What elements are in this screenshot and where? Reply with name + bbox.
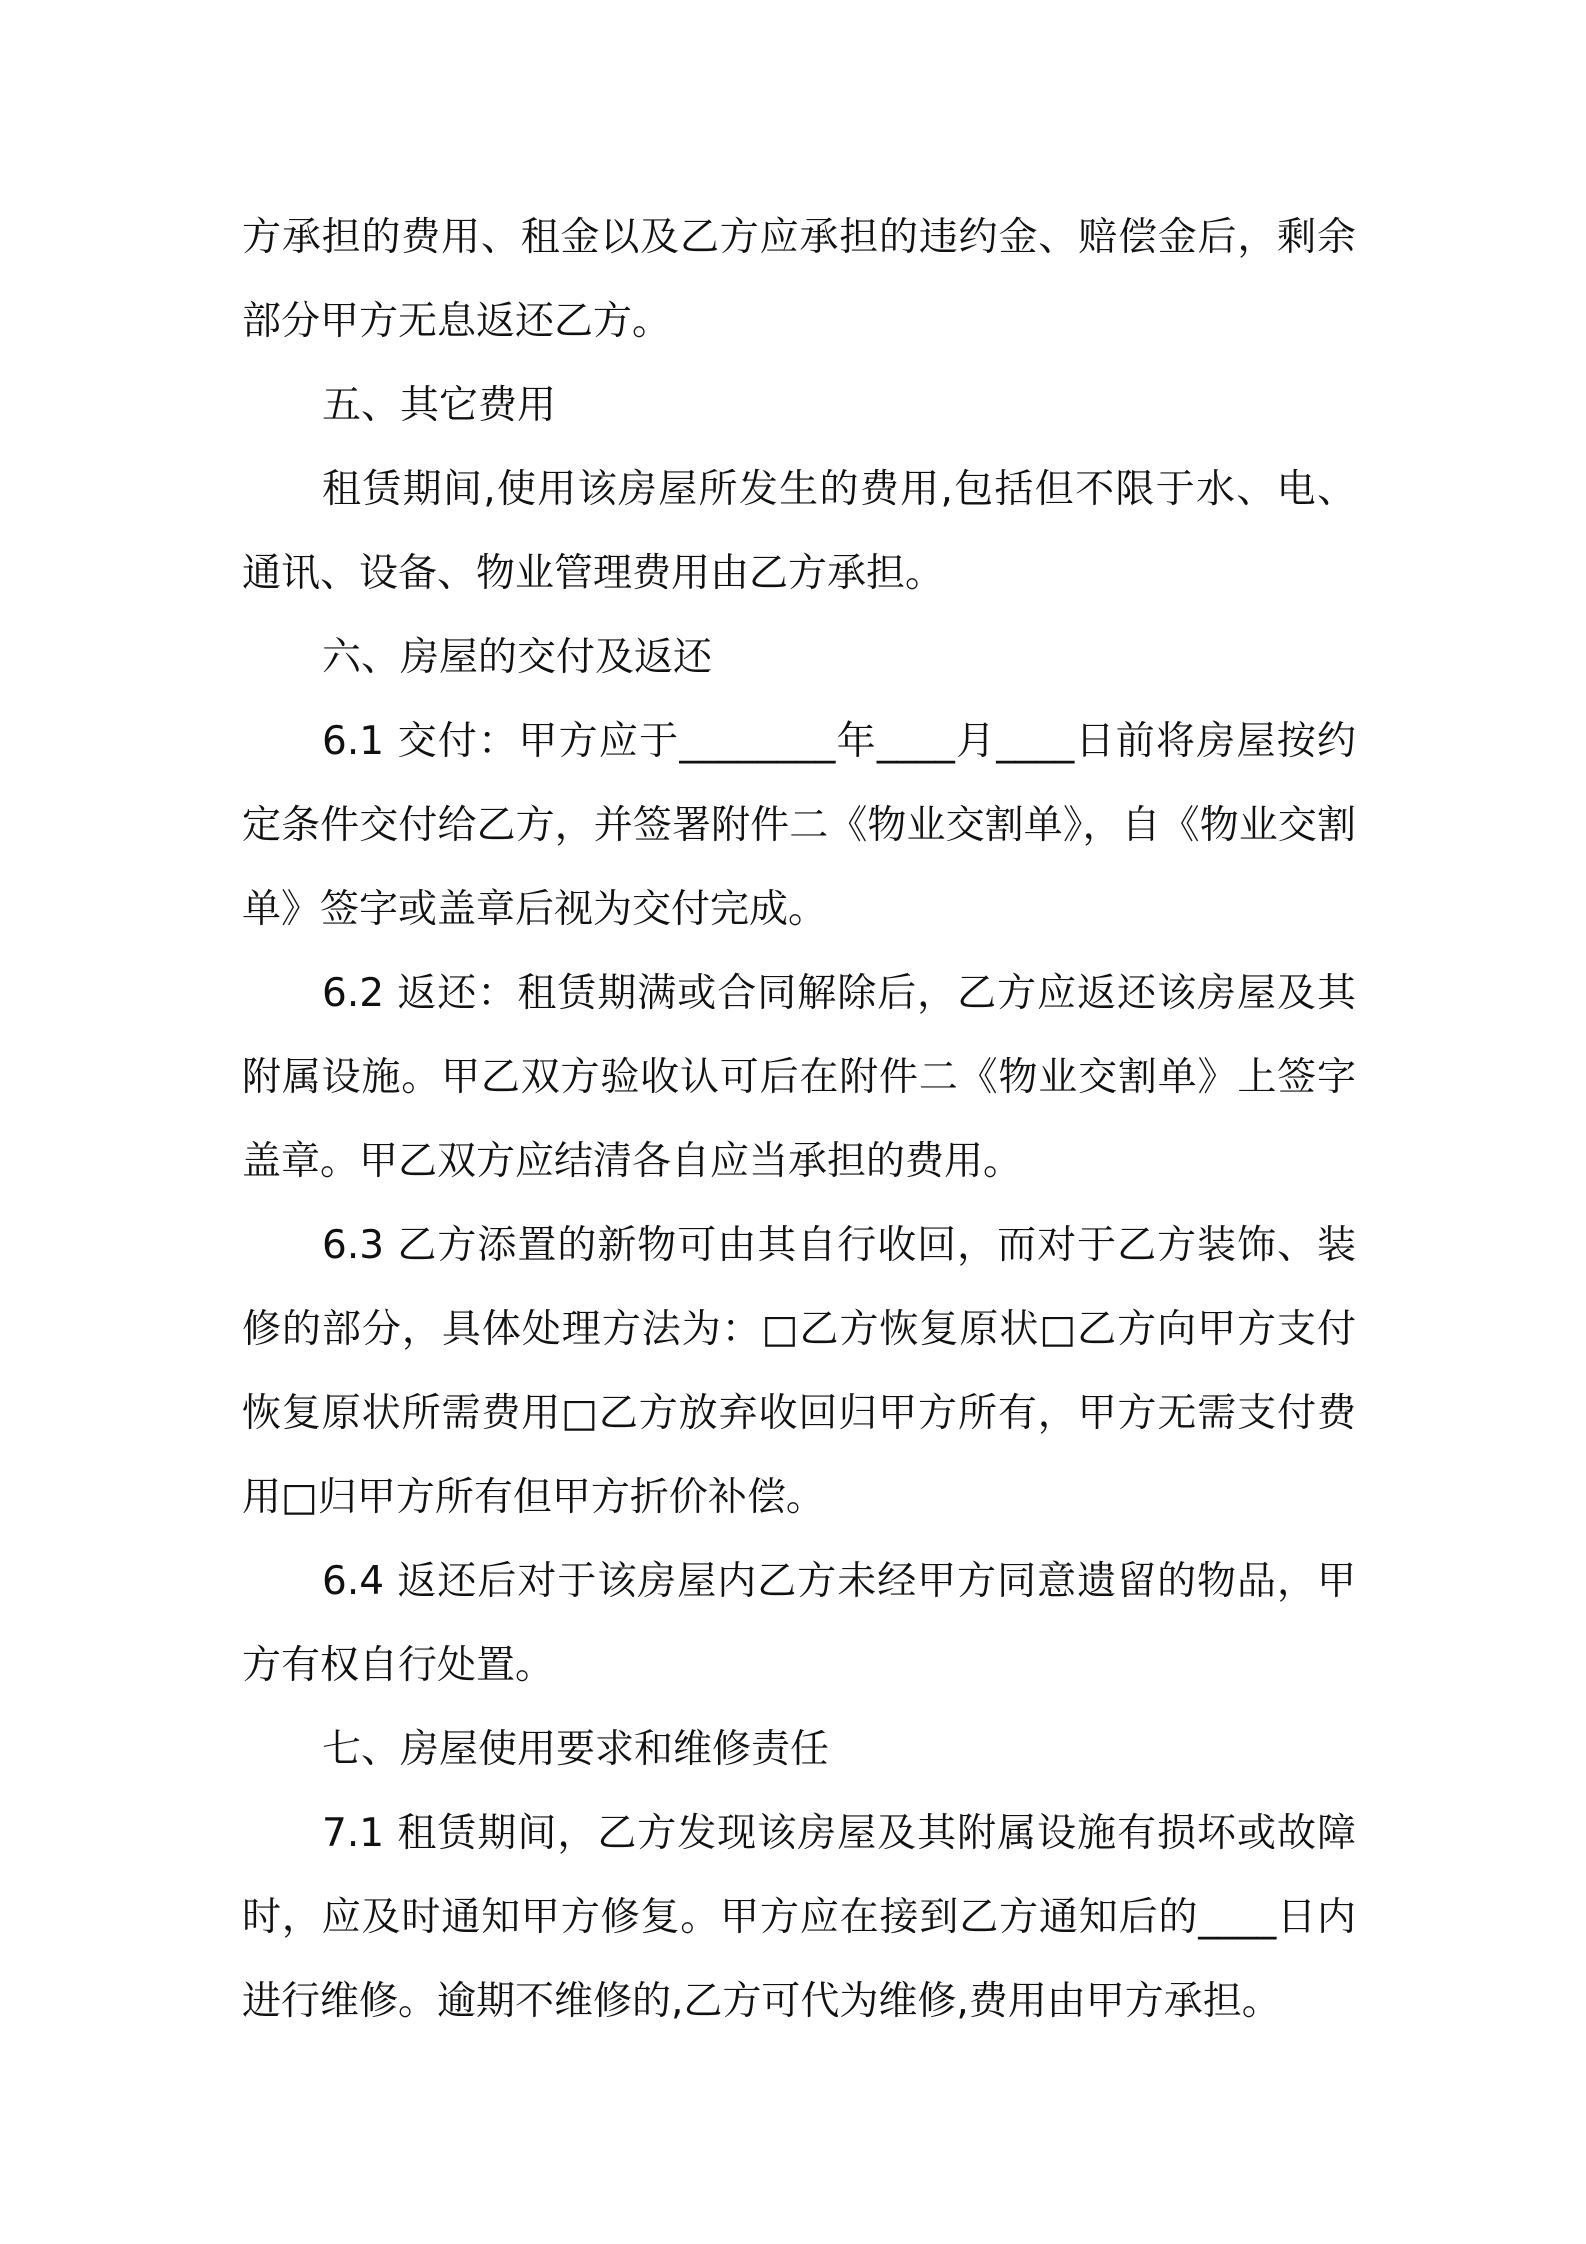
section-heading-usage-maintenance: 七、房屋使用要求和维修责任 — [322, 1727, 830, 1772]
paragraph-6-1: 6.1 交付：甲方应于________年____月____日前将房屋按约定条件交付给乙方，并签署附件二《物业交割单》，自《物业交割单》签字或盖章后视为交付完成。 — [242, 719, 1356, 932]
section-heading-delivery-return: 六、房屋的交付及返还 — [322, 635, 713, 680]
contract-page — [242, 196, 1356, 2044]
paragraph-6-3: 6.3 乙方添置的新物可由其自行收回，而对于乙方装饰、装修的部分，具体处理方法为：□乙方恢复原状□乙方向甲方支付恢复原状所需费用□乙方放弃收回归甲方所有，甲方无需支付费用□归甲方所有但甲方折价补偿。 — [242, 1223, 1356, 1520]
paragraph-continuation: 方承担的费用、租金以及乙方应承担的违约金、赔偿金后，剩余部分甲方无息返还乙方。 — [242, 215, 1356, 344]
paragraph-7-1: 7.1 租赁期间，乙方发现该房屋及其附属设施有损坏或故障时，应及时通知甲方修复。甲方应在接到乙方通知后的____日内进行维修。逾期不维修的,乙方可代为维修,费用由甲方承担。 — [242, 1811, 1356, 2024]
paragraph-6-2: 6.2 返还：租赁期满或合同解除后，乙方应返还该房屋及其附属设施。甲乙双方验收认可后在附件二《物业交割单》上签字盖章。甲乙双方应结清各自应当承担的费用。 — [242, 971, 1356, 1184]
paragraph-fees: 租赁期间,使用该房屋所发生的费用,包括但不限于水、电、通讯、设备、物业管理费用由乙方承担。 — [242, 467, 1356, 596]
section-heading-other-fees: 五、其它费用 — [322, 383, 557, 428]
paragraph-6-4: 6.4 返还后对于该房屋内乙方未经甲方同意遗留的物品，甲方有权自行处置。 — [242, 1559, 1356, 1688]
